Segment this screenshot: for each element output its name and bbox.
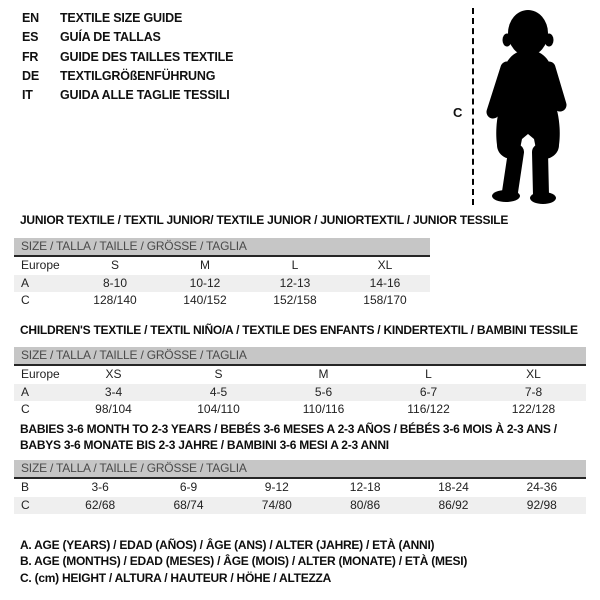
table-cell: 158/170 xyxy=(363,293,407,307)
language-list xyxy=(22,9,233,105)
table-cell: 122/128 xyxy=(511,402,556,416)
legend-note-c: C. (cm) HEIGHT / ALTURA / HAUTEUR / HÖHE / ALTEZZA xyxy=(20,570,332,585)
table-cell: L xyxy=(425,367,432,381)
table-cell: 80/86 xyxy=(350,497,381,512)
babies-table-title xyxy=(20,421,557,453)
table-cell: 4-5 xyxy=(209,384,228,399)
children-size-table xyxy=(14,347,586,419)
toddler-silhouette xyxy=(482,6,574,206)
table-cell: 10-12 xyxy=(189,275,221,290)
table-cell: 5-6 xyxy=(314,384,333,399)
table-cell: 110/116 xyxy=(302,402,345,416)
language-label: TEXTILGRÖßENFÜHRUNG xyxy=(60,68,216,83)
table-cell: XS xyxy=(105,367,122,381)
junior-size-table xyxy=(14,238,430,310)
row-label: B xyxy=(21,480,30,494)
table-cell: 3-6 xyxy=(91,480,109,494)
language-label: GUÍA DE TALLAS xyxy=(60,30,161,45)
junior-table-title xyxy=(20,212,508,228)
language-label: TEXTILE SIZE GUIDE xyxy=(60,11,183,25)
table-row xyxy=(14,275,430,293)
table-cell: 128/140 xyxy=(93,293,137,307)
table-row xyxy=(14,479,586,497)
table-cell: 9-12 xyxy=(264,480,289,494)
legend-note-a: A. AGE (YEARS) / EDAD (AÑOS) / ÂGE (ANS) / ALTER (JAHRE) / ETÀ (ANNI) xyxy=(20,538,435,552)
table-row xyxy=(14,366,586,384)
legend-notes xyxy=(20,537,467,586)
language-row-es xyxy=(22,28,233,47)
babies-table-title-line2: BABYS 3-6 MONATE BIS 2-3 JAHRE / BAMBINI 3-6 MESI A 2-3 ANNI xyxy=(20,438,389,452)
table-cell: 92/98 xyxy=(526,497,557,512)
table-cell: M xyxy=(200,258,210,272)
table-cell: 116/122 xyxy=(407,402,450,416)
table-cell: 6-7 xyxy=(419,384,438,399)
row-label: C xyxy=(21,293,30,307)
table-cell: 7-8 xyxy=(524,384,543,399)
size-header-bar: SIZE / TALLA / TAILLE / GRÖSSE / TAGLIA xyxy=(14,238,430,257)
children-table-title-line: CHILDREN'S TEXTILE / TEXTIL NIÑO/A / TEXTILE DES ENFANTS / KINDERTEXTIL / BAMBINI TESSILE xyxy=(20,323,578,337)
table-cell: S xyxy=(110,258,119,272)
size-header-bar: SIZE / TALLA / TAILLE / GRÖSSE / TAGLIA xyxy=(14,460,586,479)
junior-table-rows xyxy=(14,257,430,310)
table-cell: 74/80 xyxy=(261,497,292,512)
language-code: IT xyxy=(22,88,33,103)
table-cell: 14-16 xyxy=(369,275,401,290)
table-cell: L xyxy=(291,258,299,272)
row-label: A xyxy=(21,384,30,399)
row-label: Europe xyxy=(21,258,60,272)
language-label: GUIDA ALLE TAGLIE TESSILI xyxy=(60,88,230,103)
table-cell: 24-36 xyxy=(526,480,558,494)
table-row xyxy=(14,292,430,310)
language-code: ES xyxy=(22,30,39,45)
junior-table-title-line: JUNIOR TEXTILE / TEXTIL JUNIOR/ TEXTILE JUNIOR / JUNIORTEXTIL / JUNIOR TESSILE xyxy=(20,213,509,227)
table-row xyxy=(14,497,586,515)
table-cell: 140/152 xyxy=(183,293,227,307)
children-table-title xyxy=(20,322,578,338)
table-cell: 86/92 xyxy=(438,497,469,512)
table-cell: 8-10 xyxy=(102,275,128,290)
legend-note-b: B. AGE (MONTHS) / EDAD (MESES) / ÂGE (MOIS) / ALTER (MONATE) / ETÀ (MESI) xyxy=(20,554,468,569)
babies-size-table xyxy=(14,460,586,514)
table-row xyxy=(14,384,586,402)
row-label: Europe xyxy=(21,367,60,381)
table-cell: 3-4 xyxy=(104,384,123,399)
table-cell: 62/68 xyxy=(85,497,116,512)
language-code: EN xyxy=(22,11,39,25)
table-cell: S xyxy=(214,367,223,381)
language-row-en xyxy=(22,9,233,28)
table-cell: XL xyxy=(526,367,541,381)
table-cell: 98/104 xyxy=(95,402,132,416)
table-row xyxy=(14,401,586,419)
language-row-de xyxy=(22,67,233,86)
height-marker-label: C xyxy=(453,105,463,120)
table-cell: XL xyxy=(377,258,393,272)
children-table-rows xyxy=(14,366,586,419)
babies-table-title-line1: BABIES 3-6 MONTH TO 2-3 YEARS / BEBÉS 3-6 MESES A 2-3 AÑOS / BÉBÉS 3-6 MOIS À 2-3 ANS / xyxy=(20,422,557,436)
table-cell: 18-24 xyxy=(438,480,469,494)
table-cell: 104/110 xyxy=(197,402,240,416)
language-row-it xyxy=(22,86,233,105)
height-dashed-line xyxy=(472,8,474,205)
table-row xyxy=(14,257,430,275)
table-cell: 68/74 xyxy=(173,497,204,512)
babies-table-rows xyxy=(14,479,586,514)
table-cell: 152/158 xyxy=(273,293,317,307)
language-row-fr xyxy=(22,48,233,67)
row-label: C xyxy=(21,497,30,512)
language-label: GUIDE DES TAILLES TEXTILE xyxy=(60,49,234,64)
language-code: FR xyxy=(22,49,39,64)
size-header-bar: SIZE / TALLA / TAILLE / GRÖSSE / TAGLIA xyxy=(14,347,586,366)
table-cell: 12-13 xyxy=(279,275,311,290)
table-cell: 6-9 xyxy=(179,480,198,494)
row-label: C xyxy=(21,402,30,416)
row-label: A xyxy=(21,275,30,290)
language-code: DE xyxy=(22,68,39,83)
table-cell: 12-18 xyxy=(349,480,381,494)
table-cell: M xyxy=(318,367,329,381)
